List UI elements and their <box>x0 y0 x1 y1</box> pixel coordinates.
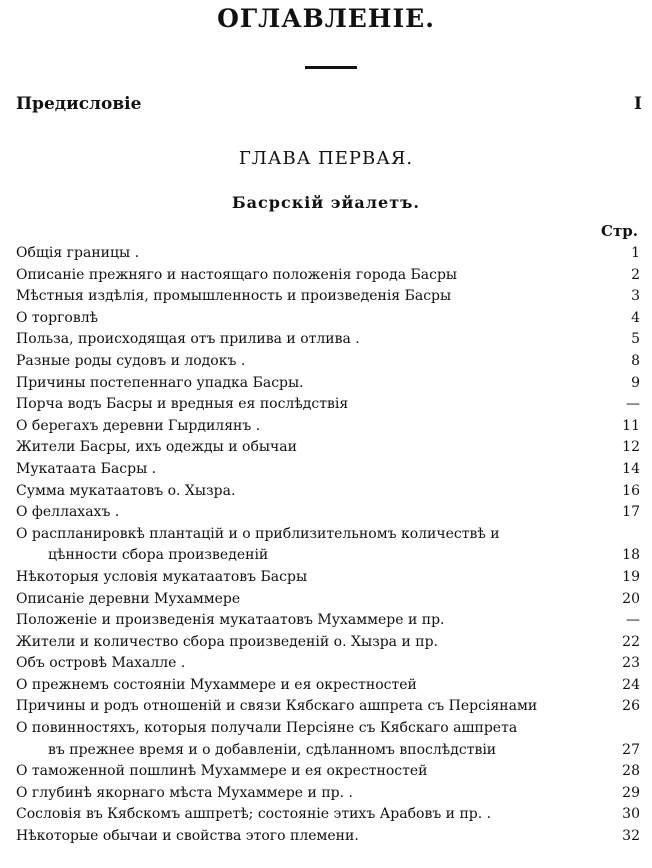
toc-entry-title: Сумма мукатаатовъ о. Хызра. <box>16 482 236 499</box>
page-column-header: Стр. <box>601 222 638 240</box>
toc-entry[interactable] <box>16 653 640 675</box>
toc-entry-title: Сословія въ Кябскомъ ашпретѣ; состояніе этихъ Арабовъ и пр. . <box>16 806 492 823</box>
toc-entry-title: Польза, происходящая отъ прилива и отлива . <box>16 331 360 348</box>
toc-entry-page: 24 <box>622 676 640 693</box>
toc-entry-title: Мѣстныя издѣлія, промышленность и произведенія Басры <box>16 288 452 305</box>
toc-entry[interactable] <box>16 286 640 308</box>
toc-entry-page: 9 <box>631 374 640 391</box>
toc-entry-title: Нѣкоторыя условія мукатаатовъ Басры <box>16 568 308 585</box>
toc-entry-page: 4 <box>631 309 640 326</box>
toc-entry[interactable] <box>16 718 640 761</box>
toc-list <box>16 243 640 848</box>
toc-entry[interactable] <box>16 610 640 632</box>
toc-entry-title-continued: цѣнности сбора произведеній <box>48 547 269 564</box>
chapter-heading: ГЛАВА ПЕРВАЯ. <box>238 148 414 169</box>
toc-entry-title: Причины и родъ отношеній и связи Кябскаго ашпрета съ Персіянами <box>16 698 538 715</box>
toc-entry-title: Описаніе прежняго и настоящаго положенія города Басры <box>16 266 458 283</box>
toc-entry[interactable] <box>16 329 640 351</box>
toc-entry-page: 14 <box>622 460 640 477</box>
toc-entry-title: О берегахъ деревни Гырдилянъ . <box>16 417 261 434</box>
toc-entry-title: Жители Басры, ихъ одежды и обычаи <box>16 439 297 456</box>
toc-entry-page: 8 <box>631 352 640 369</box>
toc-entry-page: — <box>626 612 640 629</box>
toc-entry[interactable] <box>16 804 640 826</box>
toc-entry-title: Порча водъ Басры и вредныя ея послѣдствія <box>16 396 349 413</box>
toc-entry-page: 3 <box>631 288 640 305</box>
toc-entry-page: 5 <box>631 331 640 348</box>
toc-entry-page: 32 <box>622 828 640 845</box>
toc-entry-title: Причины постепеннаго упадка Басры. <box>16 374 304 391</box>
toc-entry[interactable] <box>16 308 640 330</box>
toc-entry[interactable] <box>16 502 640 524</box>
preface-page: I <box>634 94 642 114</box>
toc-entry-title: О таможенной пошлинѣ Мухаммере и ея окрестностей <box>16 763 428 780</box>
toc-entry-page: 2 <box>631 266 640 283</box>
toc-entry-page: 19 <box>622 568 640 585</box>
toc-entry-page: 30 <box>622 806 640 823</box>
toc-entry[interactable] <box>16 632 640 654</box>
title-divider <box>305 66 357 69</box>
toc-entry[interactable] <box>16 567 640 589</box>
toc-entry-page: 20 <box>622 590 640 607</box>
toc-entry-page: 1 <box>631 245 640 261</box>
toc-entry-title: О торговлѣ <box>16 309 99 326</box>
toc-entry-title-continued: въ прежнее время и о добавленіи, сдѣланномъ впослѣдствіи <box>48 741 497 758</box>
toc-entry-page: 11 <box>622 417 640 434</box>
toc-entry-page: 23 <box>622 655 640 672</box>
toc-entry-page: 27 <box>622 741 640 758</box>
toc-entry[interactable] <box>16 373 640 395</box>
toc-entry[interactable] <box>16 351 640 373</box>
toc-entry-title: Жители и количество сбора произведеній о. Хызра и пр. <box>16 633 439 650</box>
preface-entry[interactable] <box>16 94 642 114</box>
toc-entry[interactable] <box>16 394 640 416</box>
toc-entry[interactable] <box>16 783 640 805</box>
toc-entry[interactable] <box>16 589 640 611</box>
toc-entry-page: 26 <box>622 698 640 715</box>
toc-entry-title: О прежнемъ состояніи Мухаммере и ея окрестностей <box>16 676 417 693</box>
toc-entry-page: 17 <box>622 504 640 521</box>
toc-entry[interactable] <box>16 437 640 459</box>
toc-entry[interactable] <box>16 524 640 567</box>
toc-entry-page: 18 <box>622 547 640 564</box>
toc-entry-page: 12 <box>622 439 640 456</box>
preface-label: Предисловіе <box>16 94 142 114</box>
toc-entry[interactable] <box>16 481 640 503</box>
toc-entry-title: Общія границы . <box>16 245 140 261</box>
toc-entry-title: Нѣкоторые обычаи и свойства этого племени. <box>16 828 359 845</box>
toc-entry[interactable] <box>16 761 640 783</box>
toc-entry[interactable] <box>16 696 640 718</box>
toc-entry-title: Мукатаата Басры . <box>16 460 157 477</box>
toc-entry[interactable] <box>16 416 640 438</box>
toc-entry[interactable] <box>16 826 640 848</box>
toc-entry-title: О повинностяхъ, которыя получали Персіяне съ Кябскаго ашпрета <box>16 720 518 737</box>
toc-entry-title: О глубинѣ якорнаго мѣста Мухаммере и пр. . <box>16 784 353 801</box>
toc-entry-page: 28 <box>622 763 640 780</box>
toc-entry[interactable] <box>16 265 640 287</box>
toc-entry[interactable] <box>16 675 640 697</box>
section-heading: Басрскій эйалетъ. <box>232 193 420 212</box>
toc-entry-title: О феллахахъ . <box>16 504 120 521</box>
toc-entry-page: 16 <box>622 482 640 499</box>
toc-entry-title: Описаніе деревни Мухаммере <box>16 590 241 607</box>
toc-entry[interactable] <box>16 243 640 265</box>
toc-entry-title: Положеніе и произведенія мукатаатовъ Мухаммере и пр. <box>16 612 445 629</box>
toc-entry-title: О распланировкѣ плантацій и о приблизительномъ количествѣ и <box>16 525 500 542</box>
toc-entry-page: 22 <box>622 633 640 650</box>
toc-entry-title: Объ островѣ Махалле . <box>16 655 186 672</box>
toc-entry[interactable] <box>16 459 640 481</box>
page-title: ОГЛАВЛЕНІЕ. <box>217 4 435 33</box>
toc-entry-page: 29 <box>622 784 640 801</box>
toc-entry-title: Разные роды судовъ и лодокъ . <box>16 352 246 369</box>
toc-entry-page: — <box>626 396 640 413</box>
